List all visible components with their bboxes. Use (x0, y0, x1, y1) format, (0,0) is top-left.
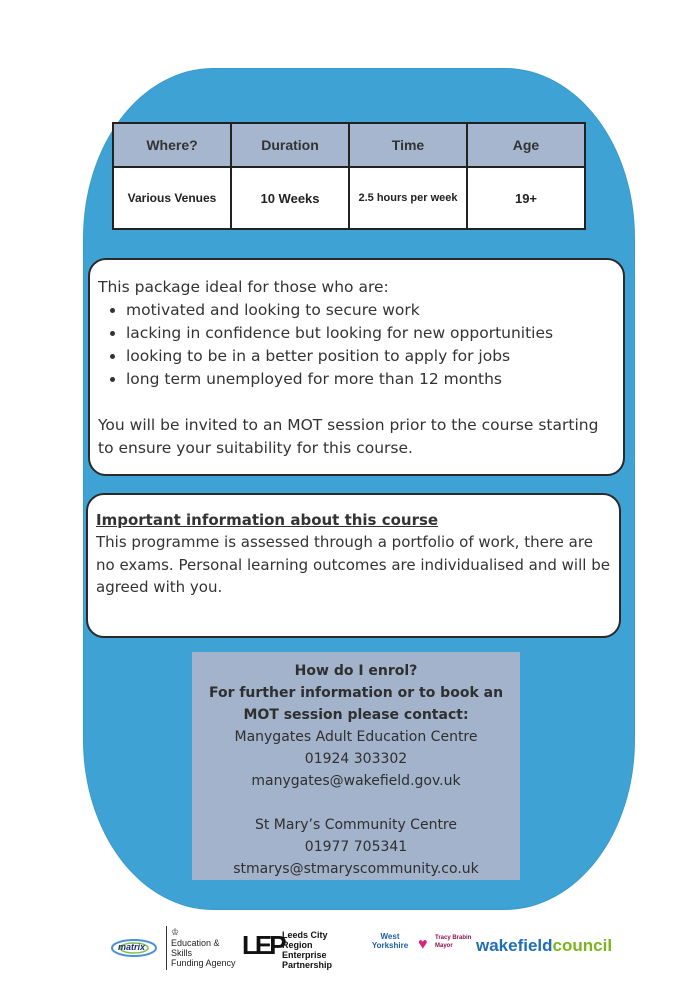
lep-logo (242, 930, 360, 970)
lep-mark-icon: LEP (242, 930, 284, 960)
wakefield-word: wakefield (476, 936, 553, 955)
centre2-phone: 01977 705341 (304, 839, 408, 855)
table-row (113, 167, 585, 229)
centre2-email[interactable]: stmarys@stmaryscommunity.co.uk (233, 861, 479, 877)
enrol-heading: How do I enrol? (294, 663, 418, 679)
important-body: This programme is assessed through a portfolio of work, there are no exams. Personal learning outcomes are individualised and will be agreed with you. (96, 533, 610, 596)
centre2-name: St Mary’s Community Centre (254, 817, 457, 833)
list-item: • lacking in confidence but looking for new opportunities (126, 322, 613, 345)
mayor-logo (418, 932, 472, 968)
table-header-row (113, 123, 585, 167)
centre1-email[interactable]: manygates@wakefield.gov.uk (251, 773, 461, 789)
header-age: Age (467, 123, 585, 167)
list-item: • looking to be in a better position to apply for jobs (126, 345, 613, 368)
course-info-table (112, 122, 586, 230)
mot-note: You will be invited to an MOT session prior to the course starting to ensure your suitability for this course. (98, 416, 599, 457)
package-bullet-list (98, 299, 613, 391)
cell-where-text: Various Venues (127, 191, 217, 205)
cell-where (113, 167, 231, 229)
west-yorkshire-logo (368, 932, 412, 968)
header-where: Where? (113, 123, 231, 167)
lep-line2: Enterprise (282, 950, 327, 960)
cell-time (349, 167, 467, 229)
matrix-label: matrix (118, 942, 146, 952)
contact-box (192, 652, 520, 880)
wyca-sub (368, 950, 412, 956)
matrix-logo (106, 932, 162, 962)
centre1-phone: 01924 303302 (304, 751, 408, 767)
footer-logos (0, 924, 700, 974)
mayor-text (435, 934, 471, 950)
lep-text (282, 930, 360, 970)
cell-age: 19+ (467, 167, 585, 229)
esfa-logo (166, 926, 243, 970)
wyca-line1: West (380, 932, 400, 941)
cell-time-text: 2.5 hours per week (358, 192, 458, 204)
mayor-line2: Mayor (435, 943, 453, 949)
esfa-line2: Funding Agency (171, 958, 236, 968)
wyca-line2: Yorkshire (371, 941, 409, 950)
mayor-line1: Tracy Brabin (435, 935, 472, 941)
header-duration: Duration (231, 123, 349, 167)
heart-icon: ♥ (418, 936, 428, 953)
cell-duration: 10 Weeks (231, 167, 349, 229)
header-time: Time (349, 123, 467, 167)
council-word: council (552, 936, 613, 955)
lep-line3: Partnership (282, 960, 333, 970)
important-info-box (86, 493, 621, 638)
lep-line1: Leeds City Region (282, 930, 328, 950)
package-box (88, 258, 625, 476)
list-item: • motivated and looking to secure work (126, 299, 613, 322)
wakefield-council-logo (476, 934, 613, 960)
list-item: • long term unemployed for more than 12 months (126, 368, 613, 391)
esfa-line1: Education & Skills (171, 938, 220, 958)
contact-heading: For further information or to book an MOT session please contact: (208, 685, 504, 723)
centre1-name: Manygates Adult Education Centre (234, 729, 478, 745)
important-heading: Important information about this course (96, 511, 439, 529)
crown-crest-icon: ♔ (171, 927, 180, 937)
package-intro: This package ideal for those who are: (98, 278, 389, 296)
